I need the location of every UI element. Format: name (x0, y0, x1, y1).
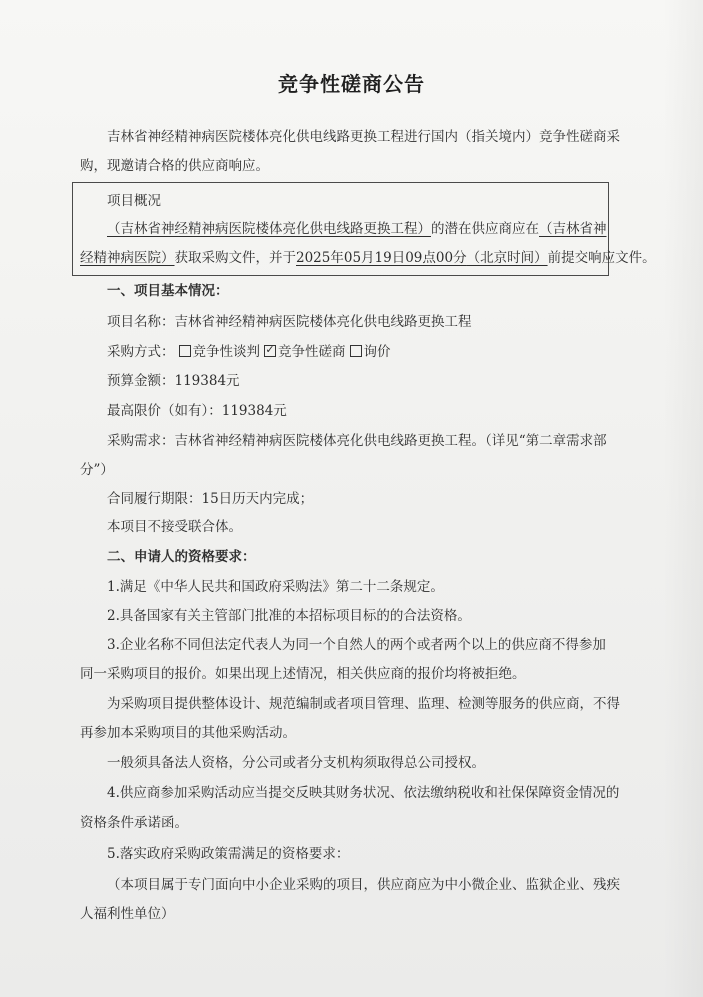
joint-venture-note: 本项目不接受联合体。 (107, 519, 242, 535)
requirement-4-line-2: 资格条件承诺函。 (80, 815, 188, 831)
budget-amount: 预算金额：119384元 (107, 373, 240, 389)
contract-period: 合同履行期限：15日历天内完成； (107, 491, 314, 507)
overview-line2-mid: 获取采购文件，并于 (174, 250, 296, 266)
requirement-5: 5.落实政府采购政策需满足的资格要求： (107, 846, 350, 862)
overview-timezone: （北京时间） (466, 250, 548, 266)
method-option-consultation: 竞争性磋商 (278, 344, 346, 360)
demand-line-2: 分”） (80, 462, 114, 478)
requirement-1: 1.满足《中华人民共和国政府采购法》第二十二条规定。 (107, 579, 444, 595)
procurement-method (107, 343, 391, 361)
requirement-5-note-line-1: （本项目属于专门面向中小企业采购的项目，供应商应为中小微企业、监狱企业、残疾 (107, 877, 620, 893)
section1-heading: 一、项目基本情况： (107, 283, 229, 299)
overview-place-part1: （吉林省神 (539, 221, 607, 237)
method-option-negotiation: 竞争性谈判 (192, 344, 260, 360)
method-option-inquiry: 询价 (363, 344, 391, 360)
requirement-3-line-1: 3.企业名称不同但法定代表人为同一个自然人的两个或者两个以上的供应商不得参加 (107, 637, 606, 653)
intro-line-2: 购，现邀请合格的供应商响应。 (80, 158, 269, 174)
requirement-3-line-2: 同一采购项目的报价。如果出现上述情况，相关供应商的报价均将被拒绝。 (80, 666, 526, 682)
overview-place-part2: 经精神病医院） (80, 250, 175, 266)
method-label: 采购方式： (107, 344, 175, 360)
requirement-4-line-1: 4.供应商参加采购活动应当提交反映其财务状况、依法缴纳税收和社保保障资金情况的 (107, 785, 620, 801)
overview-deadline: 2025年05月19日09点00分 (296, 250, 467, 266)
checkbox-consultation-checked (264, 345, 276, 357)
project-name: 项目名称：吉林省神经精神病医院楼体亮化供电线路更换工程 (107, 314, 472, 330)
legal-entity-note: 一般须具备法人资格，分公司或者分支机构须取得总公司授权。 (107, 755, 485, 771)
checkbox-inquiry (350, 345, 362, 357)
requirement-5-note-line-2: 人福利性单位） (80, 906, 175, 922)
service-provider-line-1: 为采购项目提供整体设计、规范编制或者项目管理、监理、检测等服务的供应商，不得 (107, 696, 620, 712)
service-provider-line-2: 再参加本采购项目的其他采购活动。 (80, 725, 296, 741)
overview-project-name: （吉林省神经精神病医院楼体亮化供电线路更换工程） (107, 221, 431, 237)
requirement-2: 2.具备国家有关主管部门批准的本招标项目标的的合法资格。 (107, 608, 471, 624)
overview-line1-mid: 的潜在供应商应在 (431, 221, 539, 237)
checkbox-negotiation (179, 345, 191, 357)
page-edge-shadow (663, 0, 703, 997)
overview-line-2 (80, 249, 656, 267)
overview-line-1 (107, 220, 607, 238)
demand-line-1: 采购需求：吉林省神经精神病医院楼体亮化供电线路更换工程。（详见“第二章需求部 (107, 433, 607, 449)
max-price: 最高限价（如有）：119384元 (107, 403, 287, 419)
page-title: 竞争性磋商公告 (278, 72, 425, 96)
intro-line-1: 吉林省神经精神病医院楼体亮化供电线路更换工程进行国内（指关境内）竞争性磋商采 (107, 129, 620, 145)
section2-heading: 二、申请人的资格要求： (107, 549, 256, 565)
overview-line2-end: 前提交响应文件。 (547, 250, 656, 266)
overview-heading: 项目概况 (107, 193, 161, 209)
